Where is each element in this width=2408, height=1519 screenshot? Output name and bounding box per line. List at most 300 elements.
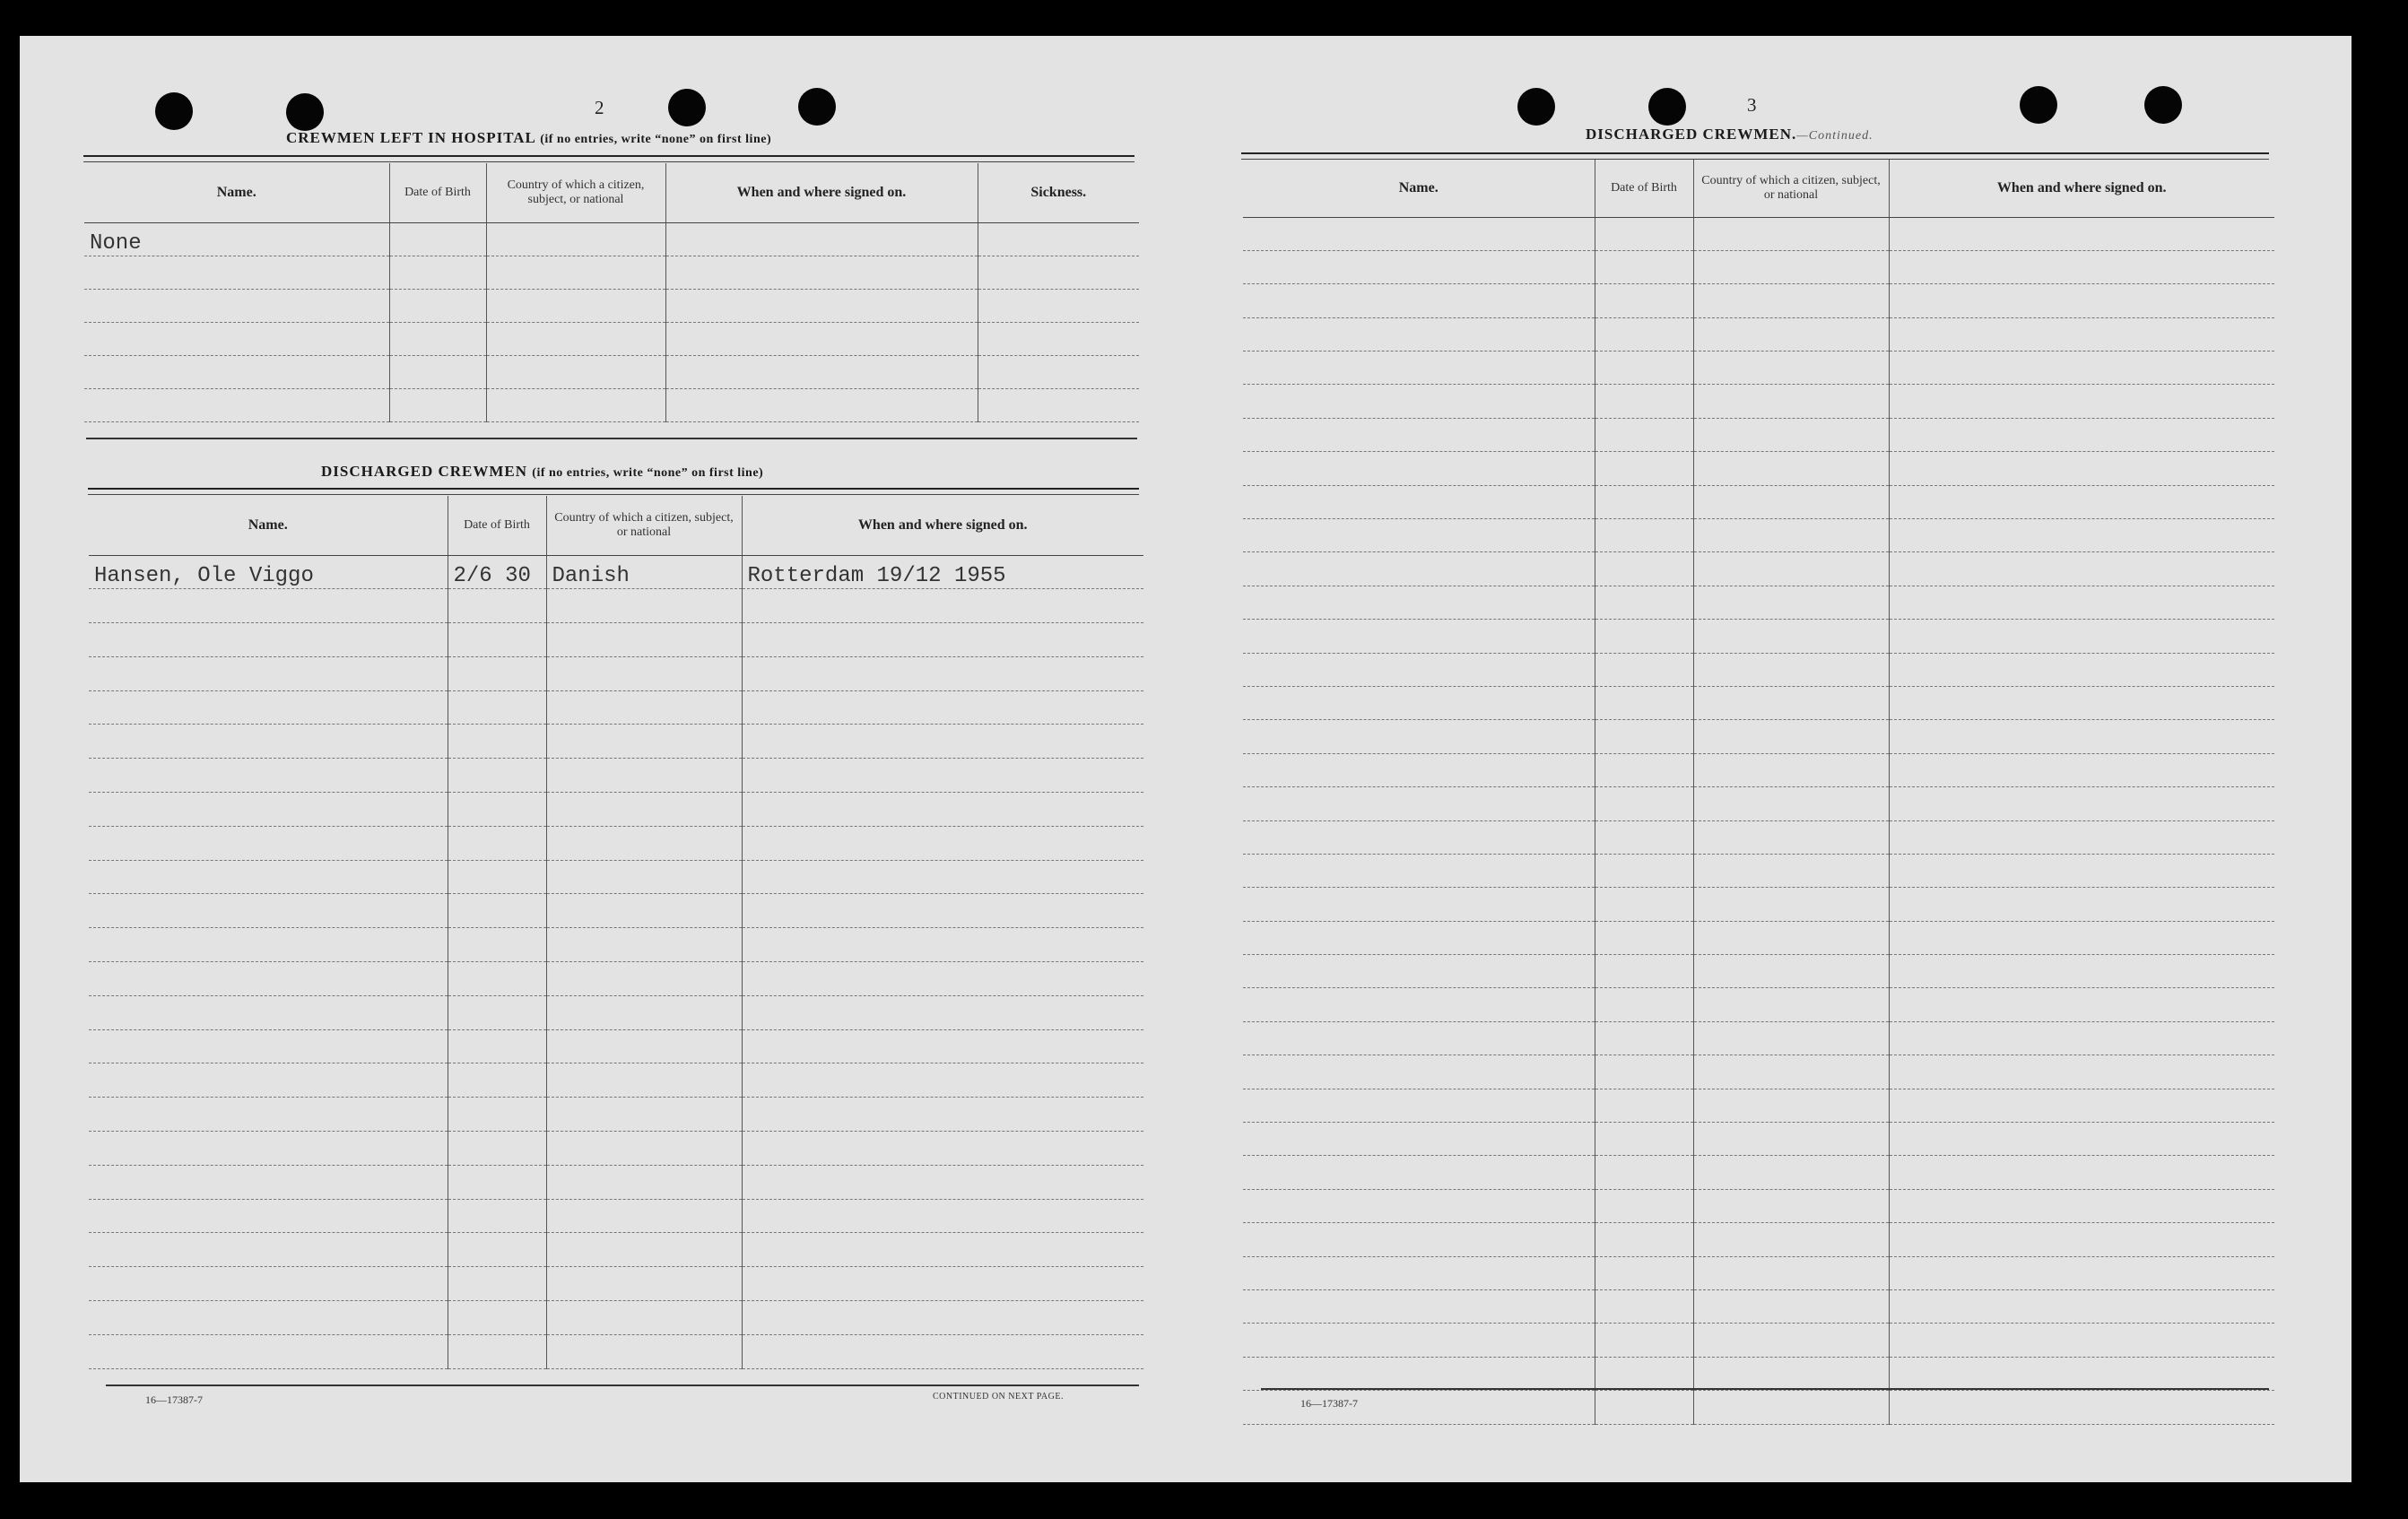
table-cell xyxy=(448,1301,546,1335)
table-cell xyxy=(448,1233,546,1267)
table-cell xyxy=(1889,620,2274,653)
table-row xyxy=(89,725,1143,759)
table-row xyxy=(1243,1021,2274,1055)
table-cell xyxy=(665,222,978,256)
table-cell xyxy=(89,1301,448,1335)
table-row xyxy=(89,1029,1143,1063)
table-cell xyxy=(1595,1089,1693,1122)
table-cell xyxy=(89,1132,448,1166)
punch-hole xyxy=(155,92,193,130)
table-cell xyxy=(1595,620,1693,653)
table-cell xyxy=(1693,352,1889,385)
table-cell xyxy=(978,222,1139,256)
table-cell xyxy=(546,725,742,759)
table-cell xyxy=(742,826,1143,860)
table-row xyxy=(89,690,1143,725)
table-cell xyxy=(546,656,742,690)
table-cell xyxy=(742,793,1143,827)
table-cell xyxy=(742,860,1143,894)
table-cell xyxy=(1595,888,1693,921)
table-cell xyxy=(448,1334,546,1368)
table-cell xyxy=(742,656,1143,690)
hospital-table xyxy=(84,163,1139,422)
table-row xyxy=(1243,1089,2274,1122)
table-cell xyxy=(89,1334,448,1368)
table-row xyxy=(89,1267,1143,1301)
table-cell xyxy=(1889,753,2274,786)
discharged-table xyxy=(89,496,1143,1369)
table-cell xyxy=(1889,988,2274,1021)
table-cell xyxy=(1595,1156,1693,1189)
table-cell xyxy=(1693,250,1889,283)
col-country: Country of which a citizen, subject, or national xyxy=(1693,160,1889,217)
table-cell xyxy=(546,793,742,827)
table-row xyxy=(89,962,1143,996)
table-cell xyxy=(89,623,448,657)
table-row xyxy=(1243,1055,2274,1089)
table-cell xyxy=(89,589,448,623)
table-cell xyxy=(742,1301,1143,1335)
table-cell xyxy=(486,289,665,322)
table-cell xyxy=(546,894,742,928)
table-cell xyxy=(742,1029,1143,1063)
table-cell xyxy=(89,894,448,928)
table-cell xyxy=(1889,1021,2274,1055)
discharged-top-rule xyxy=(88,488,1139,495)
table-cell xyxy=(978,289,1139,322)
table-cell xyxy=(1595,317,1693,351)
table-cell xyxy=(742,690,1143,725)
table-cell xyxy=(1595,921,1693,954)
table-cell xyxy=(1595,820,1693,854)
table-cell xyxy=(1243,720,1595,753)
table-cell: Danish xyxy=(546,555,742,589)
table-row xyxy=(1243,753,2274,786)
table-row xyxy=(1243,317,2274,351)
table-cell xyxy=(1595,552,1693,586)
table-row xyxy=(1243,284,2274,317)
table-cell xyxy=(89,1199,448,1233)
table-cell xyxy=(546,589,742,623)
table-cell xyxy=(1243,317,1595,351)
table-row xyxy=(89,589,1143,623)
table-cell xyxy=(1693,921,1889,954)
table-cell xyxy=(1243,820,1595,854)
table-cell xyxy=(1693,317,1889,351)
table-cell xyxy=(1595,1123,1693,1156)
table-cell xyxy=(1243,921,1595,954)
table-cell xyxy=(1243,988,1595,1021)
table-cell xyxy=(546,1199,742,1233)
table-cell xyxy=(1243,385,1595,418)
table-cell xyxy=(546,1098,742,1132)
table-cell xyxy=(1693,1189,1889,1222)
discharged-bottom-rule xyxy=(106,1384,1139,1386)
table-cell xyxy=(89,826,448,860)
table-cell xyxy=(1889,552,2274,586)
table-row xyxy=(1243,586,2274,619)
table-cell xyxy=(1595,418,1693,451)
table-row xyxy=(89,1063,1143,1098)
hospital-top-rule xyxy=(83,155,1134,162)
table-cell xyxy=(1693,888,1889,921)
table-row xyxy=(1243,620,2274,653)
table-row xyxy=(1243,686,2274,719)
table-cell xyxy=(742,1098,1143,1132)
table-cell xyxy=(1595,385,1693,418)
table-cell xyxy=(1595,1223,1693,1256)
table-cell xyxy=(1595,753,1693,786)
table-cell xyxy=(742,1132,1143,1166)
table-cell xyxy=(1595,1391,1693,1424)
table-cell xyxy=(1693,552,1889,586)
punch-hole xyxy=(1517,88,1555,126)
table-cell xyxy=(1693,1256,1889,1289)
table-cell xyxy=(1595,720,1693,753)
table-row xyxy=(1243,452,2274,485)
table-cell xyxy=(742,1334,1143,1368)
table-cell xyxy=(1889,586,2274,619)
table-cell xyxy=(1693,1089,1889,1122)
table-cell xyxy=(546,1267,742,1301)
table-cell xyxy=(1243,753,1595,786)
table-row xyxy=(1243,854,2274,887)
table-cell xyxy=(1693,385,1889,418)
table-cell xyxy=(1595,653,1693,686)
table-row xyxy=(1243,1223,2274,1256)
table-cell xyxy=(389,222,486,256)
table-cell xyxy=(1595,988,1693,1021)
table-cell xyxy=(448,1165,546,1199)
table-cell xyxy=(84,289,389,322)
table-cell xyxy=(546,1334,742,1368)
table-cell xyxy=(1595,586,1693,619)
discharged-title-text: DISCHARGED CREWMEN xyxy=(321,463,528,480)
table-cell xyxy=(486,222,665,256)
table-cell xyxy=(1595,686,1693,719)
table-row xyxy=(1243,888,2274,921)
table-cell xyxy=(1889,1391,2274,1424)
table-cell xyxy=(448,656,546,690)
table-cell xyxy=(448,725,546,759)
table-cell xyxy=(978,256,1139,289)
table-cell xyxy=(1595,1256,1693,1289)
form-sheet xyxy=(20,36,2351,1482)
table-row xyxy=(1243,921,2274,954)
table-row xyxy=(89,995,1143,1029)
table-cell xyxy=(742,759,1143,793)
table-cell xyxy=(742,623,1143,657)
table-cell xyxy=(84,355,389,388)
table-cell xyxy=(389,355,486,388)
col-country: Country of which a citizen, subject, or national xyxy=(486,163,665,222)
table-cell xyxy=(1243,250,1595,283)
table-cell xyxy=(1243,1357,1595,1390)
table-row xyxy=(89,1233,1143,1267)
table-row xyxy=(1243,418,2274,451)
punch-hole xyxy=(668,89,706,126)
table-cell xyxy=(546,1301,742,1335)
table-cell xyxy=(1243,955,1595,988)
table-cell xyxy=(84,256,389,289)
table-cell xyxy=(448,690,546,725)
table-cell xyxy=(448,759,546,793)
table-row xyxy=(1243,1357,2274,1390)
table-cell xyxy=(1693,955,1889,988)
table-cell xyxy=(486,388,665,421)
table-row xyxy=(1243,988,2274,1021)
table-cell xyxy=(1595,1290,1693,1324)
table-cell xyxy=(89,793,448,827)
punch-hole xyxy=(2144,86,2182,124)
continued-title-text: DISCHARGED CREWMEN. xyxy=(1586,126,1797,143)
table-cell xyxy=(448,962,546,996)
table-cell xyxy=(1693,1357,1889,1390)
table-row xyxy=(84,388,1139,421)
table-cell xyxy=(1889,1055,2274,1089)
table-cell xyxy=(1243,1256,1595,1289)
table-cell xyxy=(486,355,665,388)
table-cell xyxy=(1595,1324,1693,1357)
table-cell xyxy=(1595,452,1693,485)
table-cell xyxy=(742,725,1143,759)
table-row xyxy=(1243,1391,2274,1424)
table-cell xyxy=(546,1132,742,1166)
table-cell xyxy=(1693,586,1889,619)
table-row xyxy=(84,222,1139,256)
table-row xyxy=(1243,720,2274,753)
col-signed-on: When and where signed on. xyxy=(665,163,978,222)
table-cell xyxy=(1243,352,1595,385)
table-cell xyxy=(84,388,389,421)
table-cell xyxy=(546,860,742,894)
table-row xyxy=(1243,217,2274,250)
table-cell xyxy=(665,289,978,322)
table-cell xyxy=(1693,988,1889,1021)
table-cell xyxy=(448,928,546,962)
col-date-of-birth: Date of Birth xyxy=(448,496,546,555)
form-code: 16—17387-7 xyxy=(1300,1397,1358,1410)
col-country: Country of which a citizen, subject, or national xyxy=(546,496,742,555)
page-number: 2 xyxy=(595,97,604,118)
table-cell xyxy=(1889,820,2274,854)
table-row xyxy=(89,894,1143,928)
table-cell xyxy=(742,962,1143,996)
table-cell: None xyxy=(84,222,389,256)
page-number: 3 xyxy=(1747,94,1757,116)
table-cell xyxy=(1693,1290,1889,1324)
table-cell xyxy=(1889,418,2274,451)
table-row xyxy=(1243,820,2274,854)
table-cell xyxy=(1243,653,1595,686)
table-cell xyxy=(89,1029,448,1063)
table-row xyxy=(1243,653,2274,686)
table-cell xyxy=(1693,1223,1889,1256)
table-row xyxy=(1243,955,2274,988)
table-cell xyxy=(448,860,546,894)
table-cell xyxy=(742,1063,1143,1098)
table-cell xyxy=(89,1267,448,1301)
table-cell xyxy=(1243,1391,1595,1424)
table-cell xyxy=(448,1199,546,1233)
table-cell xyxy=(89,995,448,1029)
table-cell xyxy=(1243,1089,1595,1122)
table-cell xyxy=(742,1267,1143,1301)
table-cell xyxy=(1693,1021,1889,1055)
table-cell xyxy=(1889,284,2274,317)
table-cell xyxy=(84,322,389,355)
table-row xyxy=(1243,1123,2274,1156)
table-row xyxy=(89,1132,1143,1166)
punch-hole xyxy=(798,88,836,126)
table-cell xyxy=(1243,284,1595,317)
table-cell xyxy=(1889,1357,2274,1390)
table-cell xyxy=(389,322,486,355)
table-cell xyxy=(546,1233,742,1267)
table-cell xyxy=(1243,1324,1595,1357)
table-cell xyxy=(665,355,978,388)
table-cell xyxy=(1693,217,1889,250)
table-cell xyxy=(1693,1156,1889,1189)
table-cell xyxy=(978,322,1139,355)
table-cell xyxy=(1889,1290,2274,1324)
table-cell: Hansen, Ole Viggo xyxy=(89,555,448,589)
table-cell xyxy=(1243,1055,1595,1089)
table-cell xyxy=(1243,686,1595,719)
table-cell xyxy=(89,656,448,690)
continued-bottom-rule xyxy=(1261,1388,2269,1390)
table-cell xyxy=(448,1132,546,1166)
table-cell xyxy=(1595,854,1693,887)
table-cell xyxy=(1693,720,1889,753)
table-row xyxy=(89,860,1143,894)
table-cell xyxy=(1693,787,1889,820)
table-row xyxy=(1243,1156,2274,1189)
table-cell xyxy=(1693,1324,1889,1357)
table-cell xyxy=(1243,418,1595,451)
table-cell xyxy=(1693,854,1889,887)
table-row xyxy=(89,928,1143,962)
table-cell xyxy=(1243,519,1595,552)
table-cell xyxy=(1889,955,2274,988)
table-cell xyxy=(1595,787,1693,820)
table-cell xyxy=(665,256,978,289)
table-cell xyxy=(546,1029,742,1063)
table-cell xyxy=(1693,485,1889,518)
table-row xyxy=(89,793,1143,827)
table-cell xyxy=(1693,452,1889,485)
table-cell xyxy=(1243,586,1595,619)
table-cell xyxy=(89,962,448,996)
discharged-section-title xyxy=(321,463,763,481)
table-row xyxy=(89,555,1143,589)
table-cell xyxy=(1243,1123,1595,1156)
table-cell xyxy=(389,289,486,322)
col-signed-on: When and where signed on. xyxy=(742,496,1143,555)
table-cell xyxy=(1243,452,1595,485)
table-cell xyxy=(1889,1156,2274,1189)
table-cell xyxy=(448,1063,546,1098)
continued-table xyxy=(1243,160,2274,1425)
table-cell xyxy=(448,793,546,827)
table-cell xyxy=(1243,217,1595,250)
table-row xyxy=(89,1301,1143,1335)
table-cell xyxy=(1889,888,2274,921)
table-cell xyxy=(486,322,665,355)
table-row xyxy=(84,289,1139,322)
table-cell xyxy=(546,623,742,657)
table-cell xyxy=(448,1267,546,1301)
table-cell xyxy=(1889,452,2274,485)
table-cell xyxy=(978,388,1139,421)
discharged-continued-title xyxy=(1586,126,1873,143)
hospital-section-title xyxy=(286,129,771,147)
table-cell xyxy=(1693,820,1889,854)
table-cell xyxy=(1243,1189,1595,1222)
table-cell xyxy=(1243,1223,1595,1256)
table-row xyxy=(89,826,1143,860)
table-cell xyxy=(89,860,448,894)
table-row xyxy=(89,623,1143,657)
table-cell xyxy=(978,355,1139,388)
hospital-title-text: CREWMEN LEFT IN HOSPITAL xyxy=(286,129,535,146)
table-cell xyxy=(1595,519,1693,552)
table-cell xyxy=(1889,1256,2274,1289)
table-row xyxy=(89,1165,1143,1199)
table-cell xyxy=(742,928,1143,962)
table-cell xyxy=(1243,787,1595,820)
col-name: Name. xyxy=(89,496,448,555)
table-cell xyxy=(665,388,978,421)
table-row xyxy=(89,1334,1143,1368)
table-cell xyxy=(1889,653,2274,686)
table-cell xyxy=(1243,620,1595,653)
discharged-subtitle-text: (if no entries, write “none” on first line) xyxy=(532,466,764,480)
table-cell xyxy=(1243,1290,1595,1324)
table-cell xyxy=(1243,888,1595,921)
table-cell xyxy=(742,589,1143,623)
table-cell xyxy=(1889,720,2274,753)
table-row xyxy=(89,656,1143,690)
table-row xyxy=(89,759,1143,793)
table-cell xyxy=(1243,552,1595,586)
table-cell xyxy=(448,1098,546,1132)
table-row xyxy=(1243,1189,2274,1222)
table-row xyxy=(1243,385,2274,418)
table-row xyxy=(1243,1256,2274,1289)
table-cell xyxy=(1595,955,1693,988)
col-date-of-birth: Date of Birth xyxy=(1595,160,1693,217)
table-cell xyxy=(742,894,1143,928)
hospital-bottom-rule xyxy=(86,438,1137,439)
table-cell xyxy=(389,256,486,289)
table-cell xyxy=(1693,753,1889,786)
continued-suffix: —Continued. xyxy=(1796,129,1873,143)
table-cell xyxy=(546,1063,742,1098)
table-cell xyxy=(1595,250,1693,283)
punch-hole xyxy=(1648,88,1686,126)
col-date-of-birth: Date of Birth xyxy=(389,163,486,222)
table-cell xyxy=(1693,284,1889,317)
punch-hole xyxy=(2020,86,2057,124)
table-cell xyxy=(1889,1123,2274,1156)
table-cell xyxy=(1693,1391,1889,1424)
table-cell xyxy=(1243,854,1595,887)
table-cell xyxy=(1595,1021,1693,1055)
table-cell xyxy=(1243,1156,1595,1189)
table-cell xyxy=(1889,686,2274,719)
table-cell xyxy=(448,589,546,623)
